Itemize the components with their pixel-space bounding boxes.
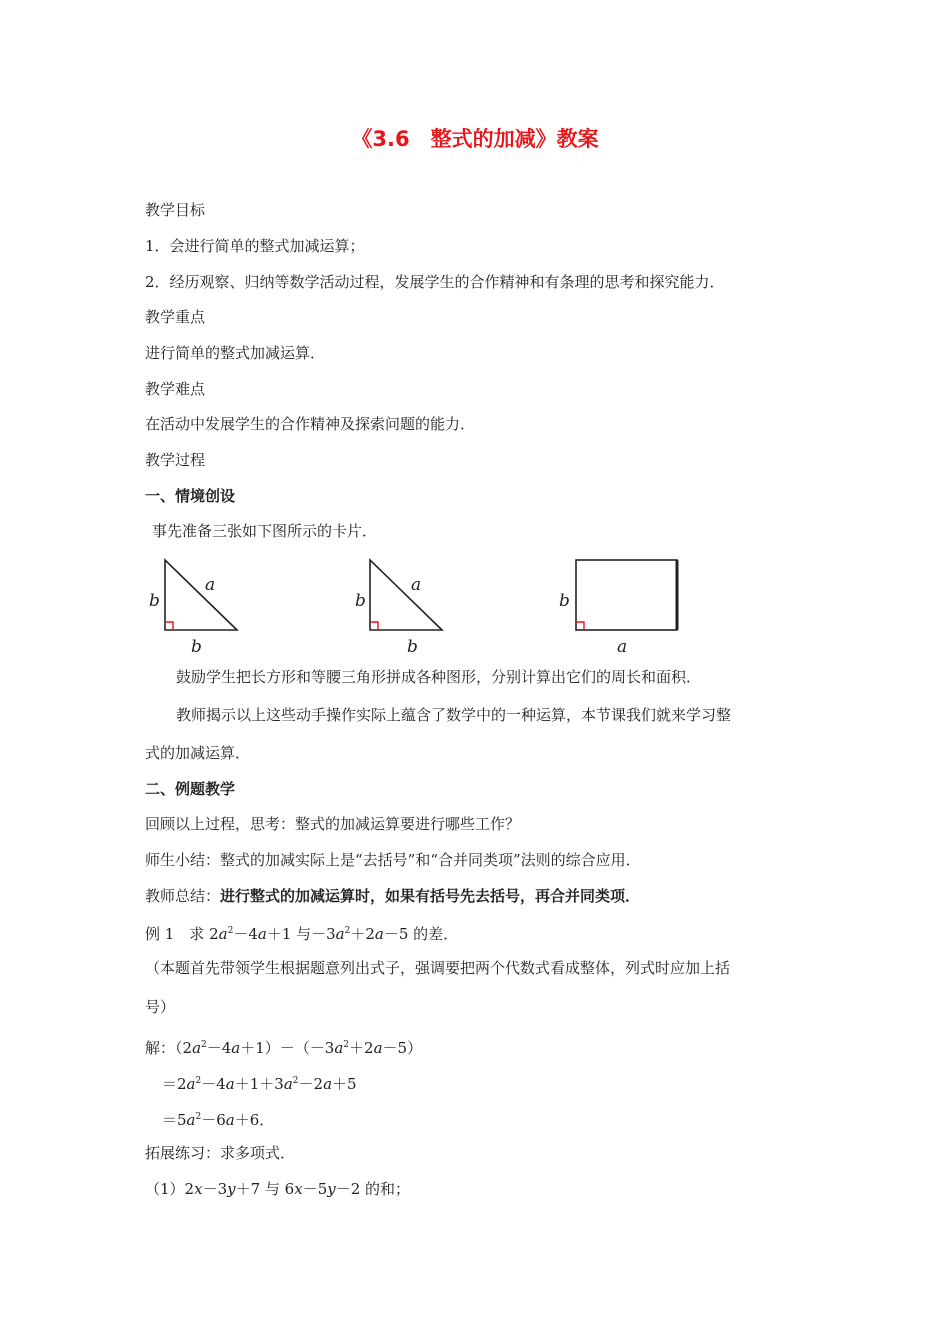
- teacher-summary-bold: 进行整式的加减运算时，如果有括号先去括号，再合并同类项．: [220, 887, 641, 905]
- key-text: 进行简单的整式加减运算．: [145, 344, 326, 362]
- solution-line-3: $=5a^2-6a+6$．: [162, 1111, 275, 1129]
- rectangle-card: [576, 560, 677, 630]
- section-1-heading: 一、情境创设: [145, 487, 236, 505]
- page-title: 《3.6 整式的加减》教案: [351, 127, 599, 151]
- triangle-card-1: [165, 560, 237, 630]
- goal-1: 1．会进行简单的整式加减运算；: [145, 237, 365, 255]
- triangle-1-label-b-bottom: b: [191, 637, 202, 656]
- extension-text: 拓展练习：求多项式．: [145, 1144, 296, 1162]
- reveal-line-1: 教师揭示以上这些动手操作实际上蕴含了数学中的一种运算，本节课我们就来学习整: [176, 706, 732, 724]
- key-heading: 教学重点: [145, 308, 206, 326]
- rectangle-label-b: b: [559, 591, 570, 611]
- right-angle-mark-3: [576, 622, 584, 630]
- note-line-2: 号）: [145, 998, 176, 1016]
- exercise-1: （1）2x－3y＋7 与 6x－5y－2 的和；: [145, 1180, 411, 1198]
- reveal-line-2: 式的加减运算．: [145, 744, 251, 762]
- rectangle-label-a: a: [617, 637, 628, 656]
- difficulty-heading: 教学难点: [145, 380, 206, 398]
- right-angle-mark-2: [370, 622, 378, 630]
- teacher-summary-label: 教师总结：: [145, 887, 221, 905]
- note-line-1: （本题首先带领学生根据题意列出式子，强调要把两个代数式看成整体，列式时应加上括: [145, 959, 731, 977]
- example-1: 例 1 求 $2a^2-4a+1$ 与$-3a^2+2a-5$ 的差．: [145, 925, 459, 943]
- process-heading: 教学过程: [145, 451, 206, 469]
- teacher-summary: [145, 886, 640, 906]
- goal-2: 2．经历观察、归纳等数学活动过程，发展学生的合作精神和有条理的思考和探究能力．: [145, 273, 725, 291]
- triangle-2-label-a: a: [411, 575, 422, 595]
- prepare-text: 事先准备三张如下图所示的卡片．: [152, 522, 378, 540]
- difficulty-text: 在活动中发展学生的合作精神及探索问题的能力．: [145, 415, 476, 433]
- right-angle-mark-1: [165, 622, 173, 630]
- triangle-1-label-a: a: [205, 575, 216, 595]
- triangle-card-2: [370, 560, 442, 630]
- review-text: 回顾以上过程，思考：整式的加减运算要进行哪些工作？: [145, 815, 521, 833]
- triangle-2-label-b-bottom: b: [407, 637, 418, 656]
- triangle-1-label-b-left: b: [149, 591, 160, 611]
- cards-figure: [145, 556, 705, 656]
- triangle-2-label-b-left: b: [355, 591, 366, 611]
- encourage-text: 鼓励学生把长方形和等腰三角形拼成各种图形，分别计算出它们的周长和面积．: [176, 668, 702, 686]
- summary-text: 师生小结：整式的加减实际上是“去括号”和“合并同类项”法则的综合应用．: [145, 851, 641, 869]
- section-2-heading: 二、例题教学: [145, 780, 236, 798]
- solution-line-2: $=2a^2-4a+1+3a^2-2a+5$: [162, 1075, 357, 1093]
- goals-heading: 教学目标: [145, 201, 206, 219]
- solution-line-1: 解：$(2a^2-4a+1)-(-3a^2+2a-5)$: [145, 1039, 423, 1057]
